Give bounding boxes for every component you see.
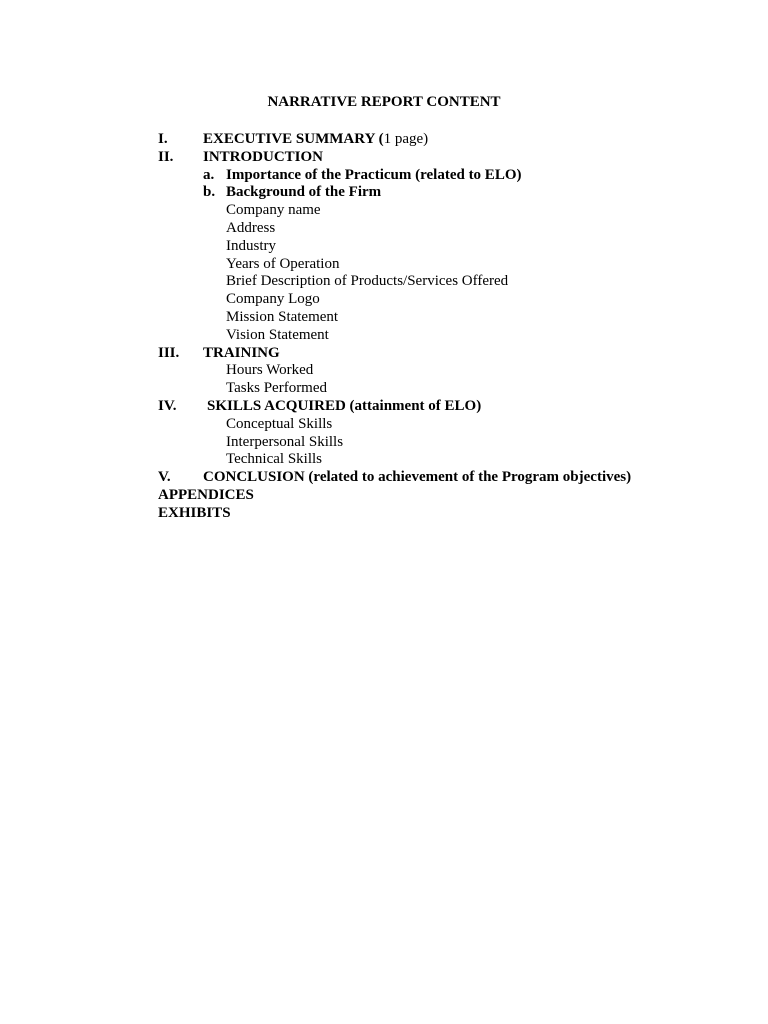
- list-item: [158, 220, 678, 238]
- list-item: [158, 273, 678, 291]
- list-item: [158, 238, 678, 256]
- list-item: [158, 291, 678, 309]
- subsection-letter: b.: [203, 184, 216, 201]
- list-item-text: Company Logo: [226, 291, 320, 308]
- section-number: I.: [158, 131, 168, 147]
- list-item-text: Technical Skills: [226, 451, 323, 468]
- section-label: TRAINING: [203, 344, 280, 361]
- section-label: CONCLUSION (related to achievement of the Program objectives): [203, 469, 632, 486]
- list-item: [158, 451, 678, 469]
- subsection-background: [158, 184, 678, 202]
- appendices-heading: [158, 487, 678, 505]
- list-item-text: Brief Description of Products/Services Offered: [226, 273, 509, 290]
- section-introduction: [158, 149, 678, 167]
- list-item-text: Vision Statement: [226, 326, 329, 343]
- list-item: [158, 256, 678, 274]
- list-item-text: Tasks Performed: [226, 380, 328, 397]
- section-note: 1 page): [383, 131, 429, 147]
- subsection-letter: a.: [203, 166, 215, 183]
- section-number: IV.: [158, 397, 177, 414]
- subsection-label: Importance of the Practicum (related to ELO): [226, 166, 522, 183]
- list-item-text: Address: [226, 219, 276, 236]
- section-number: II.: [158, 148, 174, 165]
- section-training: [158, 345, 678, 363]
- list-item: [158, 309, 678, 327]
- exhibits-label: EXHIBITS: [158, 504, 231, 521]
- section-executive-summary: [158, 131, 678, 149]
- exhibits-heading: [158, 505, 678, 523]
- list-item-text: Company name: [226, 202, 321, 219]
- subsection-importance: [158, 167, 678, 185]
- section-number: III.: [158, 344, 180, 361]
- list-item-text: Conceptual Skills: [226, 415, 333, 432]
- list-item: [158, 327, 678, 345]
- section-skills-acquired: [158, 398, 678, 416]
- section-label: SKILLS ACQUIRED (attainment of ELO): [207, 397, 482, 414]
- list-item-text: Hours Worked: [226, 362, 314, 379]
- list-item-text: Years of Operation: [226, 255, 340, 272]
- subsection-label: Background of the Firm: [226, 184, 382, 201]
- appendices-label: APPENDICES: [158, 486, 254, 503]
- page-title: NARRATIVE REPORT CONTENT: [267, 94, 501, 110]
- list-item: [158, 434, 678, 452]
- list-item-text: Industry: [226, 237, 276, 254]
- section-conclusion: [158, 469, 678, 487]
- list-item: [158, 416, 678, 434]
- list-item-text: Interpersonal Skills: [226, 433, 344, 450]
- list-item: [158, 362, 678, 380]
- list-item-text: Mission Statement: [226, 308, 339, 325]
- outline: [158, 131, 678, 523]
- section-number: V.: [158, 469, 171, 486]
- section-heading: [203, 131, 428, 149]
- section-label: INTRODUCTION: [203, 148, 324, 165]
- list-item: [158, 202, 678, 220]
- list-item: [158, 380, 678, 398]
- section-label: EXECUTIVE SUMMARY (: [203, 131, 384, 147]
